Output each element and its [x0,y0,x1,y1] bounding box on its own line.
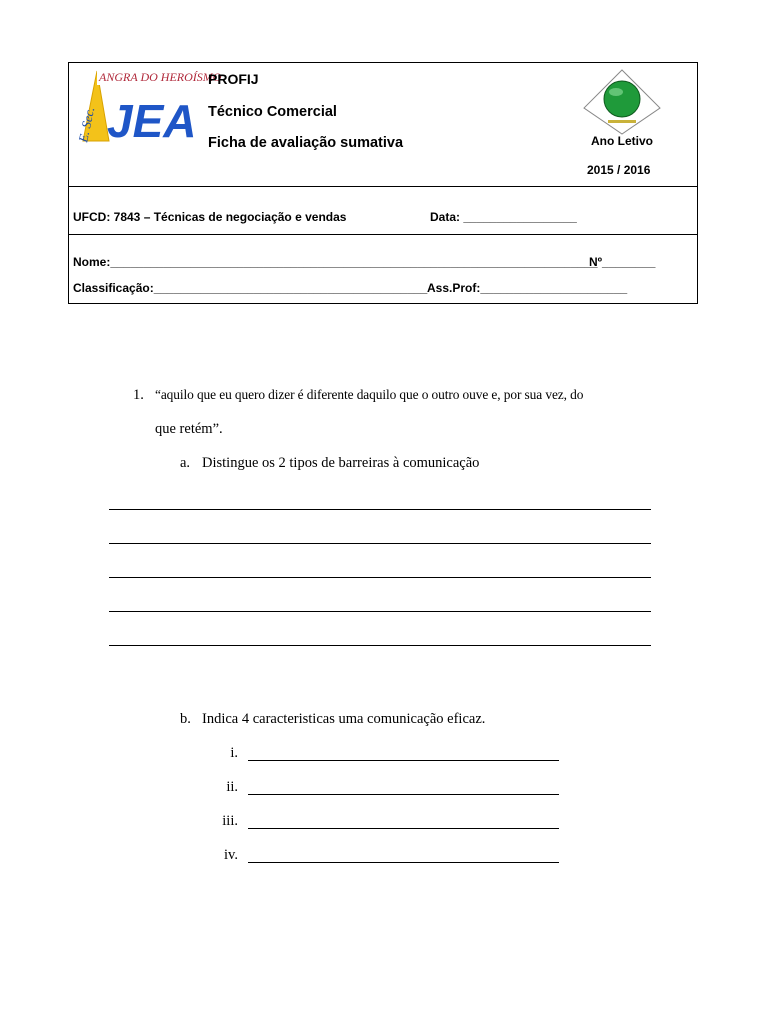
signature-field: Ass.Prof:______________________ [427,281,628,295]
part-a-text: Distingue os 2 tipos de barreiras à comunicação [202,455,480,471]
logo-top-text: ANGRA DO HEROÍSMO [99,70,222,84]
number-field: Nº________ [589,255,656,269]
item-numeral: ii. [226,779,238,795]
item-answer-line[interactable] [248,760,559,761]
item-answer-line[interactable] [248,862,559,863]
row-divider [69,234,697,235]
part-b-text: Indica 4 caracteristicas uma comunicação eficaz. [202,711,486,727]
item-numeral: iii. [222,813,238,829]
answer-line[interactable] [109,543,651,544]
program-title: PROFIJ [208,71,259,87]
row-divider [69,186,697,187]
sheet-title: Ficha de avaliação sumativa [208,135,404,151]
part-letter: a. [180,455,191,471]
answer-line[interactable] [109,645,651,646]
item-numeral: i. [230,745,238,761]
header-table [68,62,698,304]
ufcd-label: UFCD: 7843 – Técnicas de negociação e vendas [73,210,347,224]
answer-line[interactable] [109,611,651,612]
question-quote-line2: que retém”. [155,421,223,437]
item-numeral: iv. [224,847,238,863]
item-answer-line[interactable] [248,828,559,829]
question-quote-line1: “aquilo que eu quero dizer é diferente daquilo que o outro ouve e, por sua vez, do [155,387,584,402]
answer-line[interactable] [109,509,651,510]
year-value: 2015 / 2016 [587,163,651,177]
grade-field: Classificação:_________________________________________ [73,281,428,295]
logo-side-text: E. Sec. [75,105,98,144]
part-letter: b. [180,711,191,727]
name-field: Nome:_________________________________________________________________________ [73,255,598,269]
school-logo [69,65,222,157]
school-emblem [582,68,662,136]
course-title: Técnico Comercial [208,104,337,120]
year-label: Ano Letivo [591,134,653,148]
answer-line[interactable] [109,577,651,578]
question-number: 1. [133,387,144,403]
date-field: Data: _________________ [430,210,577,224]
logo-main-text: JEA [107,95,197,147]
item-answer-line[interactable] [248,794,559,795]
